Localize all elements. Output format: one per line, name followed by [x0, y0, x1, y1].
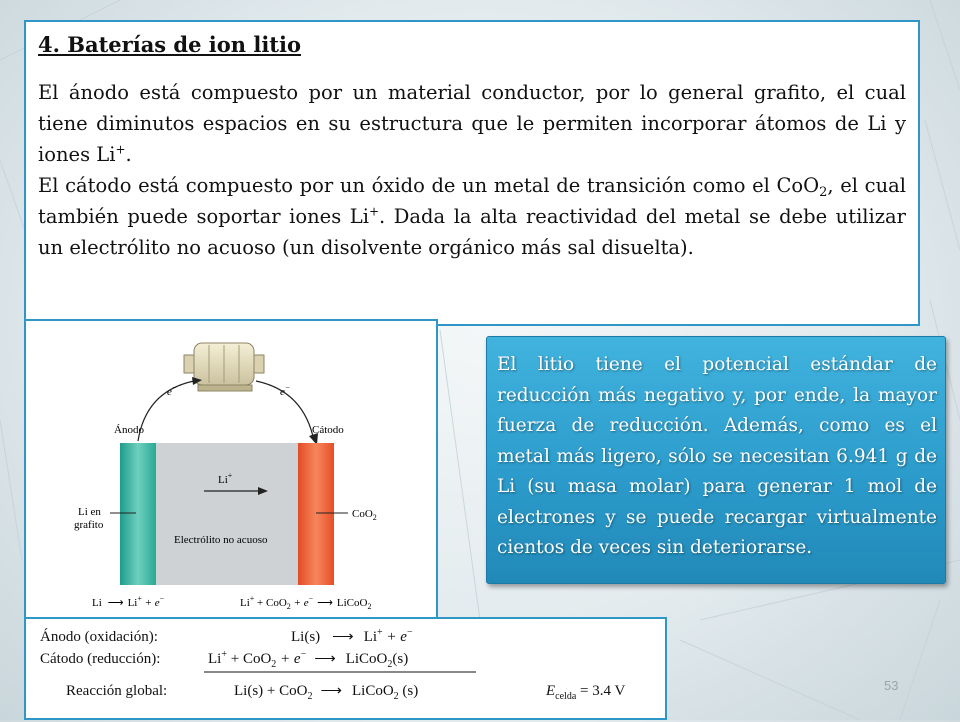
electron-label-left: e− — [167, 383, 178, 398]
coo2-subscript: 2 — [819, 185, 828, 200]
eq-global-label: Reacción global: — [66, 683, 168, 699]
paragraph-anode — [38, 77, 906, 170]
equations-figure — [26, 619, 665, 718]
li-graphite-label-line2: grafito — [74, 519, 104, 531]
anode-half-reaction: Li ⟶ Li+ + e− — [92, 594, 165, 609]
paragraph-cathode — [38, 170, 906, 263]
paragraph-cathode-text-3: . Dada la alta reactividad del metal se debe utilizar un electrólito no acuoso (un disolvente orgánico más sal disuelta). — [38, 205, 907, 259]
eq-cell-potential: $E_{celda} = 3.4$ V — [546, 683, 626, 702]
eq-global-reaction: Li(s) + CoO$_2$ ⟶ LiCoO$_2$ (s) — [234, 683, 419, 702]
cathode-half-reaction: Li+ + CoO$_2$ + e− ⟶ LiCoO$_2$ — [240, 594, 372, 611]
eq-cathode-label: Cátodo (reducción): — [40, 651, 161, 667]
coo2-label: CoO$_2$ — [352, 508, 377, 522]
li-graphite-label-line1: Li en — [78, 506, 101, 518]
li-ion-label: Li+ — [218, 471, 233, 486]
li-ion-charge: + — [115, 142, 126, 157]
slide-title: 4. Baterías de ion litio — [38, 32, 301, 57]
equations-box — [24, 617, 667, 720]
cathode-label: Cátodo — [312, 424, 344, 436]
paragraph-cathode-text-2: , el cual también puede soportar iones Li — [38, 174, 907, 228]
electrolyte-region — [156, 443, 298, 585]
info-callout — [486, 336, 946, 584]
text-content-box — [24, 20, 920, 326]
electrolyte-label: Electrólito no acuoso — [174, 534, 268, 546]
eq-cathode-reaction: Li+ + CoO$_2$ + e− ⟶ LiCoO$_2$(s) — [208, 649, 409, 670]
li-ion-charge-2: + — [368, 204, 380, 219]
paragraph-anode-end: . — [125, 143, 132, 166]
battery-diagram — [26, 321, 436, 617]
paragraph-anode-text: El ánodo está compuesto por un material conductor, por lo general grafito, el cual tiene diminutos espacios en su estructura que le permiten incorporar átomos de Li y iones Li — [38, 81, 906, 166]
electron-path-left — [138, 381, 194, 441]
eq-anode-reaction: Li(s) ⟶ Li+ + e− — [291, 627, 413, 645]
motor-icon — [184, 343, 264, 391]
eq-anode-label: Ánodo (oxidación): — [40, 629, 158, 645]
anode-label: Ánodo — [114, 424, 144, 436]
electron-label-right: e− — [280, 383, 291, 398]
paragraph-cathode-text-1: El cátodo está compuesto por un óxido de un metal de transición como el CoO — [38, 174, 820, 197]
anode-electrode — [120, 443, 156, 585]
cathode-electrode — [298, 443, 334, 585]
info-callout-text: El litio tiene el potencial estándar de reducción más negativo y, por ende, la mayor fuerza de reducción. Además, como es el metal más ligero, sólo se necesitan 6.941 g de Li (su masa molar) para generar 1 mol de electrones y se puede recargar virtualmente cientos de veces sin deteriorarse. — [497, 354, 937, 558]
battery-diagram-box — [24, 319, 438, 619]
page-number: 53 — [884, 678, 899, 693]
